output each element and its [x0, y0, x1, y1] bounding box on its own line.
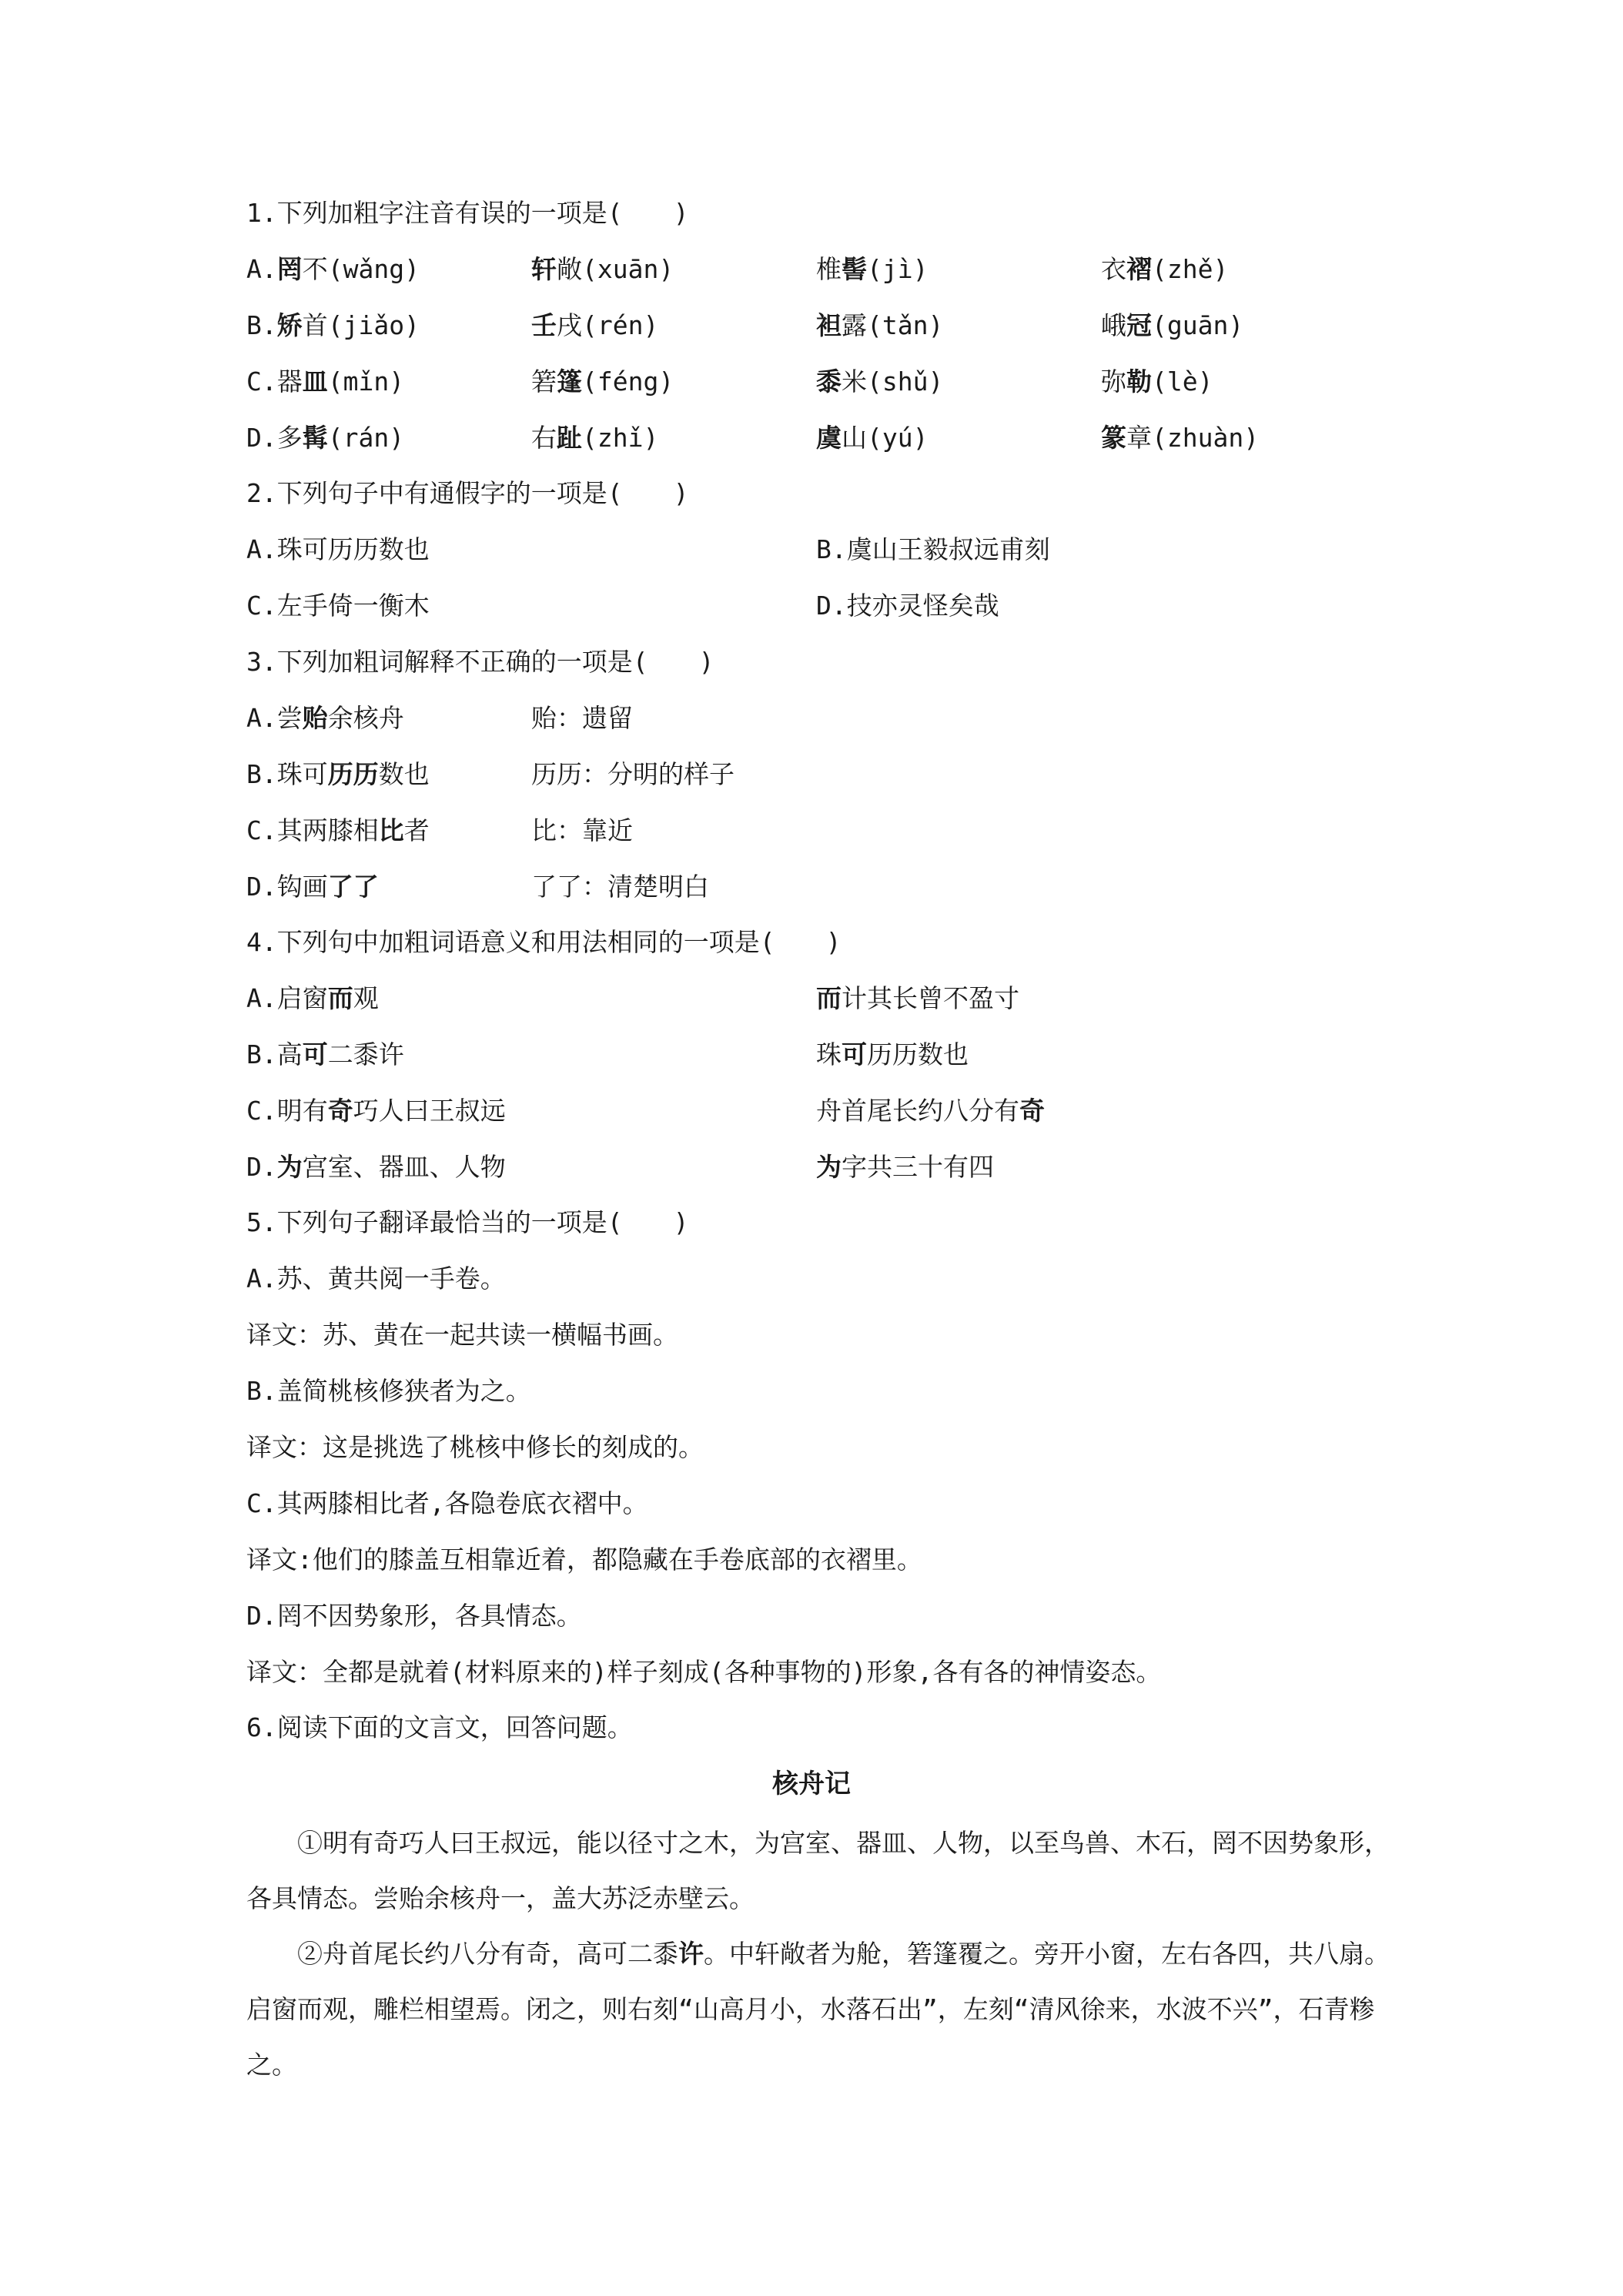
right-sentence: 而计其长曾不盈寸: [816, 983, 1019, 1013]
right-sentence: 舟首尾长约八分有奇: [816, 1096, 1045, 1126]
question-6-stem: 6.阅读下面的文言文，回答问题。: [246, 1712, 633, 1742]
question-5-line: B.盖简桃核修狭者为之。: [246, 1376, 531, 1406]
question-2-options-ab: [0, 534, 1623, 571]
passage-paragraph-2: ②舟首尾长约八分有奇，高可二黍许。中轩敞者为舱，箬篷覆之。旁开小窗，左右各四，共八扇。启窗而观，雕栏相望焉。闭之，则右刻“山高月小，水落石出”，左刻“清风徐来，水波不兴”，石青糁之。: [246, 1939, 1390, 2080]
right-sentence: 珠可历历数也: [816, 1039, 969, 1069]
option-d: D.技亦灵怪矣哉: [816, 591, 999, 621]
pinyin-item: D.多髯(rán): [246, 423, 405, 453]
pinyin-item: 壬戌(rén): [531, 310, 659, 340]
word-item: B.珠可历历数也: [246, 759, 430, 789]
option-c: C.左手倚一衡木: [246, 591, 430, 621]
option-b: B.虞山王毅叔远甫刻: [816, 534, 1050, 564]
pinyin-item: 椎髻(jì): [816, 254, 929, 284]
option-a: A.珠可历历数也: [246, 534, 430, 564]
question-5-line: 译文：苏、黄在一起共读一横幅书画。: [246, 1320, 678, 1350]
pinyin-item: A.罔不(wǎng): [246, 254, 420, 284]
question-3-row: [0, 874, 1623, 908]
pinyin-item: 右趾(zhǐ): [531, 423, 659, 453]
question-3-row: [0, 705, 1623, 739]
question-4-row: [0, 1098, 1623, 1132]
pinyin-item: 虞山(yú): [816, 423, 929, 453]
question-5-line: D.罔不因势象形，各具情态。: [246, 1601, 582, 1631]
pinyin-item: 轩敞(xuān): [531, 254, 674, 284]
pinyin-item: 箬篷(féng): [531, 366, 674, 397]
pinyin-item: 弥勒(lè): [1101, 366, 1213, 397]
word-gloss: 比：靠近: [531, 815, 633, 845]
pinyin-item: C.器皿(mǐn): [246, 366, 405, 397]
question-3-row: [0, 761, 1623, 795]
question-5-line: 译文：这是挑选了桃核中修长的刻成的。: [246, 1432, 704, 1462]
word-item: C.其两膝相比者: [246, 815, 430, 845]
left-sentence: C.明有奇巧人曰王叔远: [246, 1096, 506, 1126]
word-gloss: 历历：分明的样子: [531, 759, 735, 789]
question-4-row: [0, 1039, 1623, 1076]
word-item: A.尝贻余核舟: [246, 703, 404, 733]
question-2-options-cd: [0, 593, 1623, 627]
question-5-line: A.苏、黄共阅一手卷。: [246, 1263, 506, 1294]
pinyin-item: 峨冠(guān): [1101, 310, 1244, 340]
left-sentence: B.高可二黍许: [246, 1039, 404, 1069]
word-gloss: 贻：遗留: [531, 703, 633, 733]
word-item: D.钩画了了: [246, 872, 379, 902]
right-sentence: 为字共三十有四: [816, 1152, 994, 1182]
question-4-row: [0, 983, 1623, 1019]
left-sentence: D.为宫室、器皿、人物: [246, 1152, 506, 1182]
passage-title: 核舟记: [772, 1769, 851, 1799]
question-1-row: [0, 310, 1623, 346]
left-sentence: A.启窗而观: [246, 983, 379, 1013]
question-4-row: [0, 1154, 1623, 1188]
pinyin-item: 黍米(shǔ): [816, 366, 944, 397]
question-5-line: 译文：全都是就着(材料原来的)样子刻成(各种事物的)形象,各有各的神情姿态。: [246, 1657, 1162, 1687]
question-1-stem: 1.下列加粗字注音有误的一项是( ): [246, 198, 689, 228]
word-gloss: 了了：清楚明白: [531, 872, 709, 902]
question-5-line: C.其两膝相比者,各隐卷底衣褶中。: [246, 1488, 648, 1518]
question-5-stem: 5.下列句子翻译最恰当的一项是( ): [246, 1207, 689, 1237]
question-2-stem: 2.下列句子中有通假字的一项是( ): [246, 478, 689, 508]
pinyin-item: 袒露(tǎn): [816, 310, 944, 340]
question-1-row: [0, 425, 1623, 459]
question-4-stem: 4.下列句中加粗词语意义和用法相同的一项是( ): [246, 927, 842, 957]
pinyin-item: 衣褶(zhě): [1101, 254, 1229, 284]
question-3-row: [0, 815, 1623, 852]
pinyin-item: B.矫首(jiǎo): [246, 310, 420, 340]
question-5-line: 译文:他们的膝盖互相靠近着，都隐藏在手卷底部的衣褶里。: [246, 1545, 922, 1575]
question-1-row: [0, 366, 1623, 403]
question-3-stem: 3.下列加粗词解释不正确的一项是( ): [246, 647, 714, 677]
pinyin-item: 篆章(zhuàn): [1101, 423, 1260, 453]
passage-paragraph-1: ①明有奇巧人曰王叔远，能以径寸之木，为宫室、器皿、人物，以至鸟兽、木石，罔不因势象形，各具情态。尝贻余核舟一，盖大苏泛赤壁云。: [246, 1828, 1390, 1913]
question-1-row: [0, 256, 1623, 290]
